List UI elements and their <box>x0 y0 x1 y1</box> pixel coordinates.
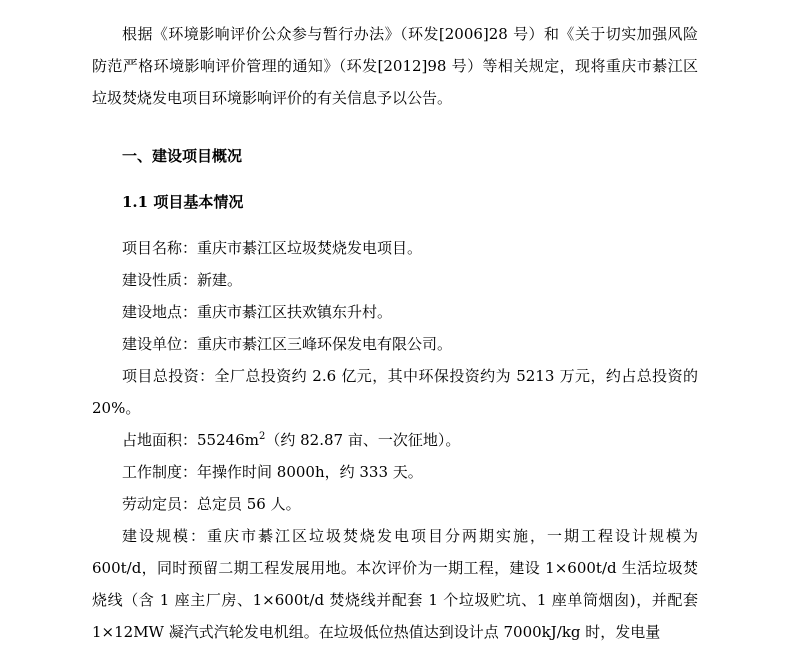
list-item: 建设性质：新建。 <box>122 271 243 289</box>
land-area-label: 占地面积： <box>122 431 198 449</box>
list-item: 工作制度：年操作时间 8000h，约 333 天。 <box>122 463 423 481</box>
list-item: 建设地点：重庆市綦江区扶欢镇东升村。 <box>122 303 393 321</box>
list-item: 建设规模：重庆市綦江区垃圾焚烧发电项目分两期实施，一期工程设计规模为 600t/d，同时预留二期工程发展用地。本次评价为一期工程，建设 1×600t/d 生活垃圾焚烧线（含 1 座主厂房、1×600t/d 焚烧线并配套 1 个垃圾贮坑、1 座单筒烟囱)，并配套 1×12MW 凝汽式汽轮发电机组。在垃圾低位热值达到设计点 7000kJ/kg 时，发电量 <box>92 527 698 641</box>
subsection-heading: 1.1 项目基本情况 <box>122 193 244 211</box>
land-area-suffix: （约 82.87 亩、一次征地）。 <box>265 431 461 449</box>
list-item: 建设单位：重庆市綦江区三峰环保发电有限公司。 <box>122 335 453 353</box>
spacer <box>92 172 698 186</box>
land-area-value: 55246m <box>197 431 259 449</box>
land-area-superscript: 2 <box>258 431 266 442</box>
spacer <box>92 218 698 232</box>
intro-paragraph: 根据《环境影响评价公众参与暂行办法》（环发[2006]28 号）和《关于切实加强风险防范严格环境影响评价管理的通知》（环发[2012]98 号）等相关规定，现将重庆市綦江区垃圾焚烧发电项目环境影响评价的有关信息予以公告。 <box>92 25 698 107</box>
list-item: 劳动定员：总定员 56 人。 <box>122 495 301 513</box>
list-item: 项目总投资：全厂总投资约 2.6 亿元，其中环保投资约为 5213 万元，约占总投资的 20%。 <box>92 367 698 417</box>
list-item: 项目名称：重庆市綦江区垃圾焚烧发电项目。 <box>122 239 423 257</box>
list-item-land-area <box>92 424 698 456</box>
spacer <box>92 114 698 140</box>
section-heading: 一、建设项目概况 <box>122 147 243 165</box>
